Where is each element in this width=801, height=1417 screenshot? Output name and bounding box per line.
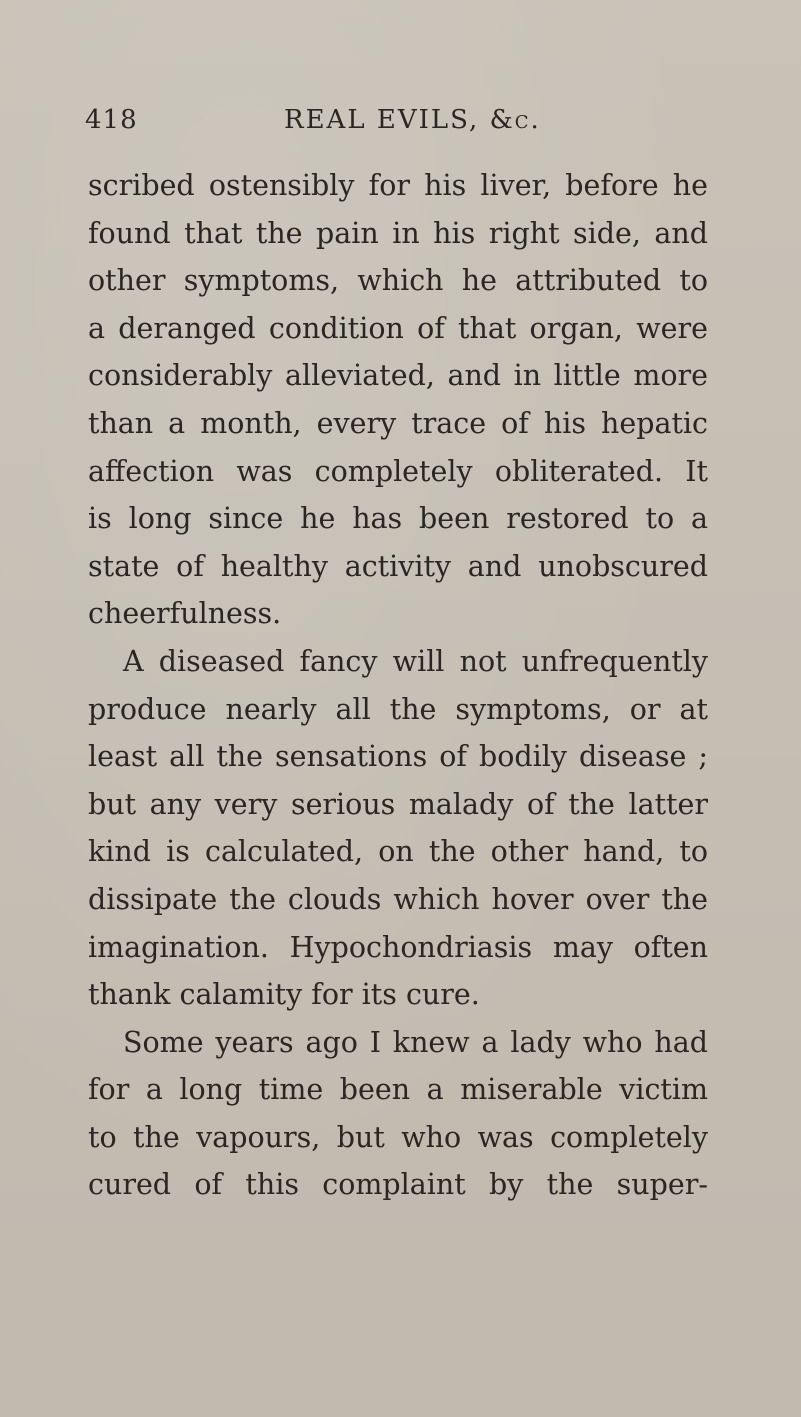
body-text (88, 162, 708, 1209)
text-line: kind is calculated, on the other hand, to (88, 835, 708, 869)
text-line: for a long time been a miserable victim (88, 1073, 708, 1107)
text-line: a deranged condition of that organ, were (88, 311, 708, 345)
text-line: other symptoms, which he attributed to (88, 264, 708, 298)
text-line: least all the sensations of bodily disease ; (88, 740, 708, 774)
text-line: state of healthy activity and unobscured (88, 549, 708, 583)
text-line: than a month, every trace of his hepatic (88, 406, 708, 440)
text-line: produce nearly all the symptoms, or at (88, 692, 708, 726)
text-line: imagination. Hypochondriasis may often (88, 930, 708, 964)
text-line: found that the pain in his right side, and (88, 216, 708, 250)
text-line: scribed ostensibly for his liver, before he (88, 169, 708, 202)
paragraph-start-line: A diseased fancy will not unfrequently (123, 644, 708, 678)
text-line: considerably alleviated, and in little more (88, 359, 708, 393)
text-line: dissipate the clouds which hover over the (88, 882, 708, 916)
text-line: cheerfulness. (88, 597, 282, 631)
text-line: cured of this complaint by the super- (88, 1168, 708, 1202)
paragraph-start-line: Some years ago I knew a lady who had (123, 1025, 708, 1059)
text-line: is long since he has been restored to a (88, 502, 708, 536)
text-line: to the vapours, but who was completely (88, 1120, 708, 1154)
page-number: 418 (85, 105, 138, 135)
text-line: affection was completely obliterated. It (88, 454, 708, 488)
text-line: thank calamity for its cure. (88, 978, 480, 1012)
running-head: REAL EVILS, &c. (284, 105, 541, 135)
page-header (85, 98, 645, 142)
text-line: but any very serious malady of the latter (88, 787, 708, 821)
